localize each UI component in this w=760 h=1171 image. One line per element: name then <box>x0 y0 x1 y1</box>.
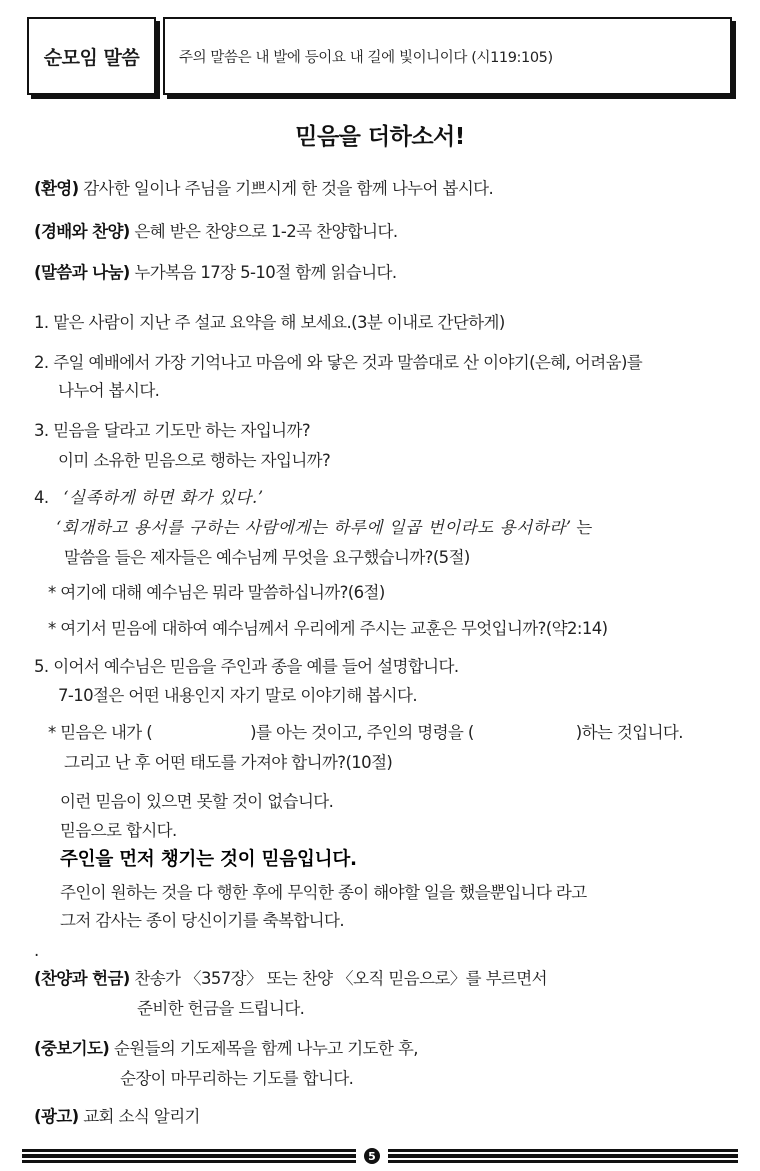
separator-dot: . <box>34 941 39 960</box>
section-label-box <box>27 17 156 95</box>
fill-in-part-1: * 믿음은 내가 ( <box>48 723 153 742</box>
word-line <box>34 262 397 284</box>
footer-rule-right <box>388 1149 738 1163</box>
closing-text-3: 주인이 원하는 것을 다 행한 후에 무익한 종이 해야할 일을 했을뿐입니다 라고 <box>60 883 587 902</box>
notice-text: 교회 소식 알리기 <box>78 1107 200 1126</box>
closing-text-4: 그저 감사는 종이 당신이기를 축복합니다. <box>60 911 344 930</box>
prayer-line <box>34 1038 418 1060</box>
question-4-quote-2-tail: 는 <box>571 518 592 537</box>
page-title: 믿음을 더하소서! <box>295 124 465 150</box>
worship-tag: (경배와 찬양) <box>34 222 130 241</box>
question-5-cont: 7-10절은 어떤 내용인지 자기 말로 이야기해 봅시다. <box>58 686 418 705</box>
prayer-tag: (중보기도) <box>34 1039 110 1058</box>
question-4-sub-2: * 여기서 믿음에 대하여 예수님께서 우리에게 주시는 교훈은 무엇입니까?(약2:14) <box>48 619 608 638</box>
question-3: 3. 믿음을 달라고 기도만 하는 자입니까? <box>34 421 311 440</box>
question-2: 2. 주일 예배에서 가장 기억나고 마음에 와 닿은 것과 말씀대로 산 이야기(은혜, 어려움)를 <box>34 353 643 372</box>
question-5-sub-1 <box>48 722 683 744</box>
question-5-sub-1-cont: 그리고 난 후 어떤 태도를 가져야 합니까?(10절) <box>64 753 393 772</box>
offering-tag: (찬양과 헌금) <box>34 969 130 988</box>
footer-rule-left <box>22 1149 356 1163</box>
question-4-quote-2-text: ‘회개하고 용서를 구하는 사람에게는 하루에 일곱 번이라도 용서하라’ <box>56 518 572 537</box>
question-4-quote: ‘실족하게 하면 화가 있다.’ <box>63 488 264 507</box>
closing-text-1: 이런 믿음이 있으면 못할 것이 없습니다. <box>60 792 334 811</box>
key-message: 주인을 먼저 챙기는 것이 믿음입니다. <box>60 849 357 870</box>
question-1: 1. 맡은 사람이 지난 주 설교 요약을 해 보세요.(3분 이내로 간단하게) <box>34 313 505 332</box>
prayer-cont: 순장이 마무리하는 기도를 합니다. <box>120 1069 354 1088</box>
question-5: 5. 이어서 예수님은 믿음을 주인과 종을 예를 들어 설명합니다. <box>34 657 459 676</box>
notice-tag: (광고) <box>34 1107 79 1126</box>
memory-verse: 주의 말씀은 내 발에 등이요 내 길에 빛이니이다 (시119:105) <box>179 49 553 66</box>
section-label: 순모임 말씀 <box>43 46 140 69</box>
closing-text-2: 믿음으로 합시다. <box>60 821 177 840</box>
word-tag: (말씀과 나눔) <box>34 263 130 282</box>
page-footer <box>22 1149 738 1163</box>
worship-line <box>34 221 398 243</box>
word-text: 누가복음 17장 5-10절 함께 읽습니다. <box>129 263 397 282</box>
question-4-quote-2 <box>56 517 592 539</box>
welcome-line <box>34 178 493 200</box>
page-number: 5 <box>364 1148 380 1164</box>
prayer-text: 순원들의 기도제목을 함께 나누고 기도한 후, <box>109 1039 418 1058</box>
welcome-text: 감사한 일이나 주님을 기쁘시게 한 것을 함께 나누어 봅시다. <box>78 179 494 198</box>
question-4-number: 4. <box>34 488 49 507</box>
question-4-sub-1: * 여기에 대해 예수님은 뭐라 말씀하십니까?(6절) <box>48 583 385 602</box>
notice-line <box>34 1106 200 1128</box>
question-4-cont: 말씀을 들은 제자들은 예수님께 무엇을 요구했습니까?(5절) <box>64 548 470 567</box>
memory-verse-box <box>163 17 732 95</box>
fill-in-part-3: )하는 것입니다. <box>575 723 683 742</box>
question-2-cont: 나누어 봅시다. <box>58 381 160 400</box>
offering-text: 찬송가 〈357장〉 또는 찬양 〈오직 믿음으로〉를 부르면서 <box>129 969 547 988</box>
question-4 <box>34 487 264 509</box>
fill-in-part-2: )를 아는 것이고, 주인의 명령을 ( <box>250 723 474 742</box>
offering-cont: 준비한 헌금을 드립니다. <box>137 999 305 1018</box>
welcome-tag: (환영) <box>34 179 79 198</box>
worship-text: 은혜 받은 찬양으로 1-2곡 찬양합니다. <box>129 222 398 241</box>
offering-line <box>34 968 547 990</box>
question-3-cont: 이미 소유한 믿음으로 행하는 자입니까? <box>58 451 331 470</box>
